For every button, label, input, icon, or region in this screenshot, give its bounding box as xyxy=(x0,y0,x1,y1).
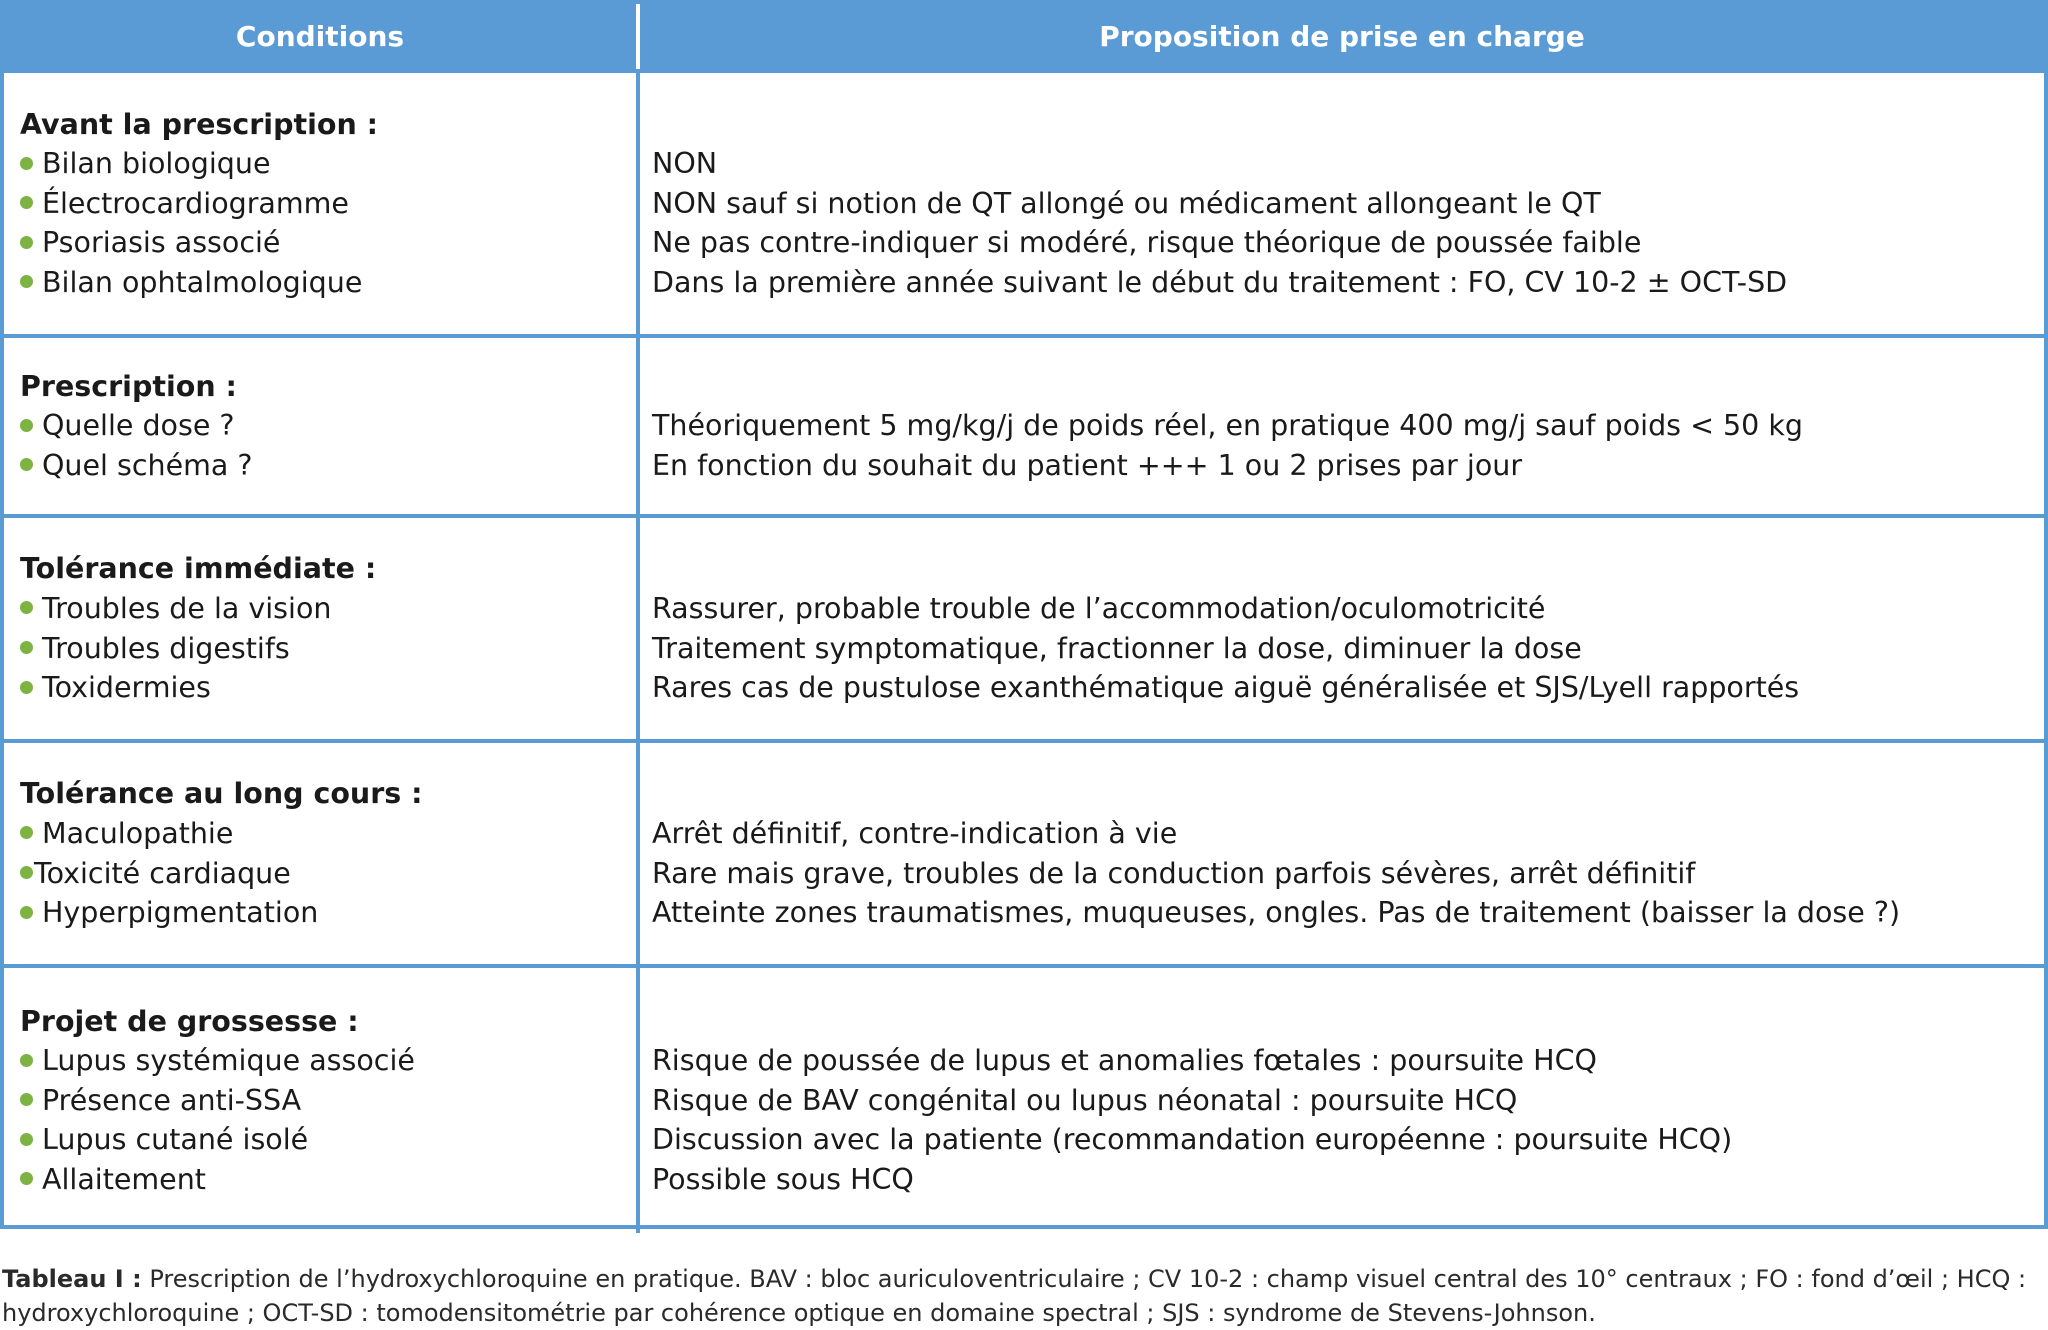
proposal-item: Dans la première année suivant le début du traitement : FO, CV 10-2 ± OCT-SD xyxy=(652,265,1788,299)
condition-item: Psoriasis associé xyxy=(20,223,636,263)
bullet-icon xyxy=(20,681,33,694)
condition-item: Toxidermies xyxy=(20,668,636,708)
condition-item: Bilan ophtalmologique xyxy=(20,263,636,303)
header-proposition: Proposition de prise en charge xyxy=(640,4,2044,69)
proposal-item: Rassurer, probable trouble de l’accommodation/oculomotricité xyxy=(652,591,1546,625)
section-proposals-cell xyxy=(640,964,2044,1233)
section-proposals-cell xyxy=(640,739,2044,964)
condition-item: Allaitement xyxy=(20,1160,636,1200)
proposal-item: NON xyxy=(652,147,718,181)
section-title: Projet de grossesse : xyxy=(20,1004,359,1038)
proposal-item: Traitement symptomatique, fractionner la dose, diminuer la dose xyxy=(652,631,1582,665)
bullet-icon xyxy=(20,641,33,654)
bullet-icon xyxy=(20,236,33,249)
section-conditions-cell xyxy=(4,334,640,514)
proposal-item: Arrêt définitif, contre-indication à vie xyxy=(652,816,1178,850)
condition-item: Présence anti-SSA xyxy=(20,1081,636,1121)
condition-item: Lupus systémique associé xyxy=(20,1041,636,1081)
condition-item: Électrocardiogramme xyxy=(20,184,636,224)
condition-item: Troubles digestifs xyxy=(20,629,636,669)
section-title: Tolérance immédiate : xyxy=(20,552,377,586)
bullet-icon xyxy=(20,458,33,471)
bullet-icon xyxy=(20,866,33,879)
proposal-item: Discussion avec la patiente (recommandation européenne : poursuite HCQ) xyxy=(652,1123,1733,1157)
proposal-item: En fonction du souhait du patient +++ 1 ou 2 prises par jour xyxy=(652,448,1523,482)
section-title: Avant la prescription : xyxy=(20,107,379,141)
section-conditions-cell xyxy=(4,69,640,334)
table-caption xyxy=(2,1262,2042,1330)
condition-item: Quelle dose ? xyxy=(20,406,636,446)
bullet-icon xyxy=(20,1093,33,1106)
proposal-item: Rare mais grave, troubles de la conduction parfois sévères, arrêt définitif xyxy=(652,856,1696,890)
proposal-item: Risque de poussée de lupus et anomalies fœtales : poursuite HCQ xyxy=(652,1044,1597,1078)
section-conditions-cell xyxy=(4,739,640,964)
section-proposals-cell xyxy=(640,514,2044,739)
header-conditions: Conditions xyxy=(4,4,640,69)
section-conditions-cell xyxy=(4,964,640,1233)
proposal-item: Possible sous HCQ xyxy=(652,1162,914,1196)
bullet-icon xyxy=(20,826,33,839)
condition-item: Troubles de la vision xyxy=(20,589,636,629)
proposal-item: Ne pas contre-indiquer si modéré, risque théorique de poussée faible xyxy=(652,226,1642,260)
condition-item: Lupus cutané isolé xyxy=(20,1120,636,1160)
caption-text: Prescription de l’hydroxychloroquine en pratique. BAV : bloc auriculoventriculaire ; CV 10-2 : champ visuel central des 10° centraux ; FO : fond d’œil ; HCQ : hydroxychloroquine ; OCT-SD : tomodensitométrie par cohérence optique en domaine spectral ; SJS : syndrome de Stevens-Johnson. xyxy=(2,1265,2027,1327)
bullet-icon xyxy=(20,196,33,209)
proposal-item: Théoriquement 5 mg/kg/j de poids réel, en pratique 400 mg/j sauf poids < 50 kg xyxy=(652,409,1803,443)
condition-item: Quel schéma ? xyxy=(20,446,636,486)
proposal-item: Atteinte zones traumatismes, muqueuses, ongles. Pas de traitement (baisser la dose ?) xyxy=(652,896,1901,930)
bullet-icon xyxy=(20,419,33,432)
caption-label: Tableau I : xyxy=(2,1265,142,1293)
bullet-icon xyxy=(20,1054,33,1067)
proposal-item: Rares cas de pustulose exanthématique aiguë généralisée et SJS/Lyell rapportés xyxy=(652,671,1800,705)
condition-item: Toxicité cardiaque xyxy=(20,854,636,894)
condition-item: Hyperpigmentation xyxy=(20,893,636,933)
proposal-item: NON sauf si notion de QT allongé ou médicament allongeant le QT xyxy=(652,186,1601,220)
bullet-icon xyxy=(20,906,33,919)
bullet-icon xyxy=(20,157,33,170)
bullet-icon xyxy=(20,1133,33,1146)
proposal-item: Risque de BAV congénital ou lupus néonatal : poursuite HCQ xyxy=(652,1083,1518,1117)
bullet-icon xyxy=(20,275,33,288)
condition-item: Maculopathie xyxy=(20,814,636,854)
section-proposals-cell xyxy=(640,69,2044,334)
bullet-icon xyxy=(20,1172,33,1185)
condition-item: Bilan biologique xyxy=(20,144,636,184)
section-title: Tolérance au long cours : xyxy=(20,777,423,811)
section-proposals-cell xyxy=(640,334,2044,514)
section-conditions-cell xyxy=(4,514,640,739)
section-title: Prescription : xyxy=(20,369,237,403)
bullet-icon xyxy=(20,601,33,614)
